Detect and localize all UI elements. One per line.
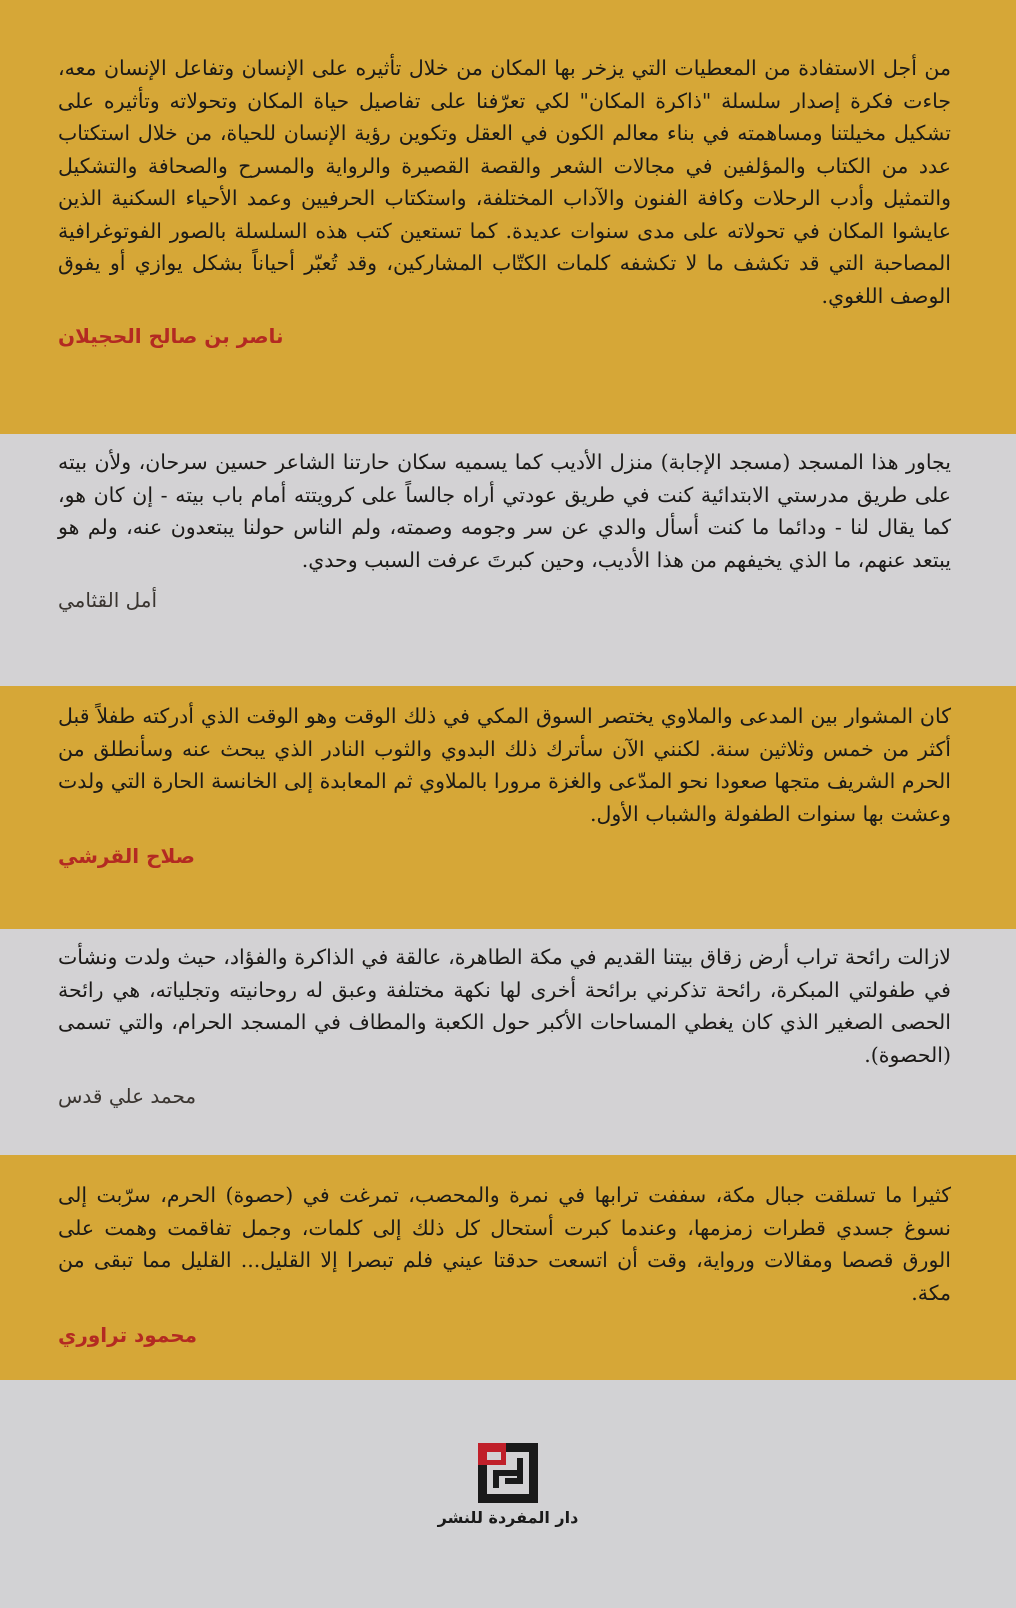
blurb-author: صلاح القرشي	[58, 844, 195, 868]
blurb-section-series-intro	[0, 0, 1016, 434]
blurb-author: ناصر بن صالح الحجيلان	[58, 324, 284, 348]
blurb-text: من أجل الاستفادة من المعطيات التي يزخر بها المكان من خلال تأثيره على الإنسان وتفاعل الإنسان معه، جاءت فكرة إصدار سلسلة "ذاكرة المكان" لكي تعرّفنا على تفاصيل حياة المكان وتحولاته وتأثيره على تشكيل مخيلتنا ومساهمته في بناء معالم الكون في العقل وتكوين رؤية الإنسان للحياة، من خلال استكتاب عدد من الكتاب والمؤلفين في مجالات الشعر والقصة القصيرة والرواية والمسرح والصحافة والتشكيل والتمثيل وأدب الرحلات وكافة الفنون والآداب المختلفة، واستكتاب الحرفيين وعمد الأحياء السكنية الذين عايشوا المكان في تحولاته على مدى سنوات عديدة. كما تستعين كتب هذه السلسلة بالصور الفوتوغرافية المصاحبة التي قد تكشف ما لا تكشفه كلمات الكتّاب المشاركين، وقد تُعبّر أحياناً بشكل يوازي أو يفوق الوصف اللغوي.	[58, 56, 951, 308]
blurb-text: لازالت رائحة تراب أرض زقاق بيتنا القديم في مكة الطاهرة، عالقة في الذاكرة والفؤاد، حيث ولدت ونشأت في طفولتي المبكرة، رائحة تذكرني برائحة أخرى لها نكهة مختلفة وعبق له روحانيته وتجلياته، هي رائحة الحصى الصغير الذي كان يغطي المساحات الأكبر حول الكعبة والمطاف في المسجد الحرام، والتي تسمى (الحصوة).	[58, 945, 951, 1067]
blurb-author: محمد علي قدس	[58, 1084, 197, 1108]
blurb-section-quote-4	[0, 1155, 1016, 1380]
publisher-name: دار المفردة للنشر	[437, 1508, 579, 1527]
blurb-section-quote-3	[0, 929, 1016, 1155]
publisher-logo-wrap	[0, 1440, 1016, 1510]
blurb-author: محمود تراوري	[58, 1323, 198, 1347]
blurb-text: يجاور هذا المسجد (مسجد الإجابة) منزل الأديب كما يسميه سكان حارتنا الشاعر حسين سرحان، ولأن بيته على طريق مدرستي الابتدائية كنت في طريق عودتي أراه جالساً على كرويتته أمام باب بيته - إن كان هو، كما يقال لنا - ودائما ما كنت أسأل والدي عن سر وجومه وصمته، ولم الناس حولنا يبتعدون عنه، ولم هو يبتعد عنهم، ما الذي يخيفهم من هذا الأديب، وحين كبرتَ عرفت السبب وحدي.	[58, 450, 951, 572]
blurb-section-quote-2	[0, 686, 1016, 929]
publisher-logo-icon	[475, 1440, 541, 1506]
blurb-author: أمل القثامي	[58, 588, 158, 612]
blurb-text: كان المشوار بين المدعى والملاوي يختصر السوق المكي في ذلك الوقت وهو الوقت الذي أدركته طفلاً قبل أكثر من خمس وثلاثين سنة. لكنني الآن سأترك ذلك البدوي والثوب النادر الذي يبحث عنه وسأنطلق من الحرم الشريف متجها صعودا نحو المدّعى والغزة مرورا بالملاوي ثم المعابدة إلى الخانسة الحارة التي ولدت وعشت بها سنوات الطفولة والشباب الأول.	[58, 704, 951, 826]
blurb-text: كثيرا ما تسلقت جبال مكة، سففت ترابها في نمرة والمحصب، تمرغت في (حصوة) الحرم، سرّبت إلى نسوغ جسدي قطرات زمزمها، وعندما كبرت أستحال كل ذلك إلى كلمات، وجمل تفاقمت وهمت على الورق قصصا ومقالات ورواية، وقت أن اتسعت حدقتا عيني فلم تبصرا إلا القليل... القليل مما تبقى من مكة.	[58, 1183, 951, 1305]
blurb-section-quote-1	[0, 434, 1016, 686]
